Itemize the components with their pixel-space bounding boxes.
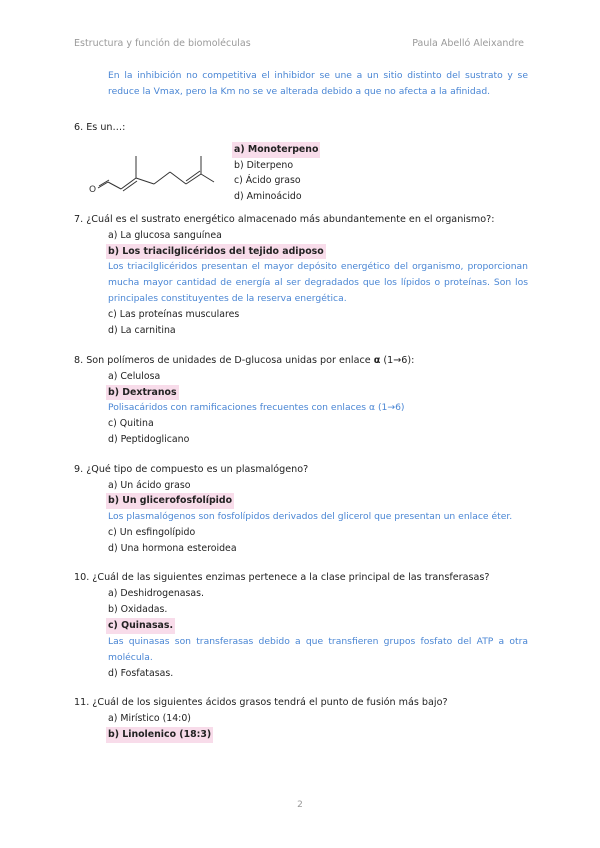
q8-option-b-correct[interactable]: b) Dextranos <box>106 385 179 401</box>
q7-option-d[interactable]: d) La carnitina <box>108 325 176 337</box>
question-11 <box>74 695 528 742</box>
q6-option-a-correct[interactable]: a) Monoterpeno <box>232 142 320 158</box>
header-author: Paula Abelló Aleixandre <box>412 38 524 49</box>
q7-explanation: Los triacilglicéridos presentan el mayor depósito energético del organismo, proporcionan mucha mayor cantidad de energía al ser degradados que los lípidos o proteínas. Son los principales constituyentes de la reserva energética. <box>108 261 528 305</box>
q9-option-d[interactable]: d) Una hormona esteroidea <box>108 542 237 554</box>
question-10 <box>74 570 528 681</box>
question-11-text: 11. ¿Cuál de los siguientes ácidos grasos tendrá el punto de fusión más bajo? <box>74 697 448 709</box>
q7-option-b-correct[interactable]: b) Los triacilglicéridos del tejido adiposo <box>106 244 326 260</box>
q6-option-d[interactable]: d) Aminoácido <box>234 191 302 203</box>
question-10-text: 10. ¿Cuál de las siguientes enzimas pertenece a la clase principal de las transferasas? <box>74 572 490 584</box>
q10-option-d[interactable]: d) Fosfatasas. <box>108 667 174 679</box>
q8-explanation: Polisacáridos con ramificaciones frecuentes con enlaces α (1→6) <box>108 402 405 414</box>
q9-option-c[interactable]: c) Un esfingolípido <box>108 527 196 539</box>
q10-option-b[interactable]: b) Oxidadas. <box>108 604 168 616</box>
q10-option-a[interactable]: a) Deshidrogenasas. <box>108 588 205 600</box>
q8-option-d[interactable]: d) Peptidoglicano <box>108 433 190 445</box>
question-6-options <box>234 142 320 205</box>
question-9 <box>74 462 528 557</box>
header-title: Estructura y función de biomoléculas <box>74 38 251 49</box>
q6-option-b[interactable]: b) Diterpeno <box>234 159 294 171</box>
q9-option-a[interactable]: a) Un ácido graso <box>108 479 191 491</box>
q8-option-a[interactable]: a) Celulosa <box>108 370 161 382</box>
question-8-text: 8. Son polímeros de unidades de D-glucosa unidas por enlace α (1→6): <box>74 354 415 366</box>
question-6-text: 6. Es un…: <box>74 122 126 133</box>
q9-explanation: Los plasmalógenos son fosfolípidos derivados del glicerol que presentan un enlace éter. <box>108 511 513 523</box>
q7-option-c[interactable]: c) Las proteínas musculares <box>108 309 240 321</box>
question-7 <box>74 212 528 339</box>
monoterpene-structure-image <box>88 150 218 200</box>
q11-option-a[interactable]: a) Mirístico (14:0) <box>108 713 191 725</box>
q6-option-c[interactable]: c) Ácido graso <box>234 175 301 187</box>
oxygen-label: O <box>89 185 97 195</box>
question-7-text: 7. ¿Cuál es el sustrato energético almacenado más abundantemente en el organismo?: <box>74 214 495 225</box>
q8-option-c[interactable]: c) Quitina <box>108 418 154 430</box>
molecule-bonds <box>98 156 214 191</box>
q11-option-b-correct[interactable]: b) Linolenico (18:3) <box>106 727 213 743</box>
q10-explanation: Las quinasas son transferasas debido a que transfieren grupos fosfato del ATP a otra molécula. <box>108 635 528 663</box>
document-body <box>74 68 528 743</box>
question-8 <box>74 353 528 448</box>
page-number: 2 <box>297 800 303 810</box>
q7-option-a[interactable]: a) La glucosa sanguínea <box>108 230 222 241</box>
intro-explanation: En la inhibición no competitiva el inhibidor se une a un sitio distinto del sustrato y se reduce la Vmax, pero la Km no se ve alterada debido a que no afecta a la afinidad. <box>108 70 528 97</box>
question-6 <box>74 120 528 208</box>
q10-option-c-correct[interactable]: c) Quinasas. <box>106 618 175 634</box>
question-9-text: 9. ¿Qué tipo de compuesto es un plasmalógeno? <box>74 463 309 475</box>
q9-option-b-correct[interactable]: b) Un glicerofosfolípido <box>106 493 234 509</box>
